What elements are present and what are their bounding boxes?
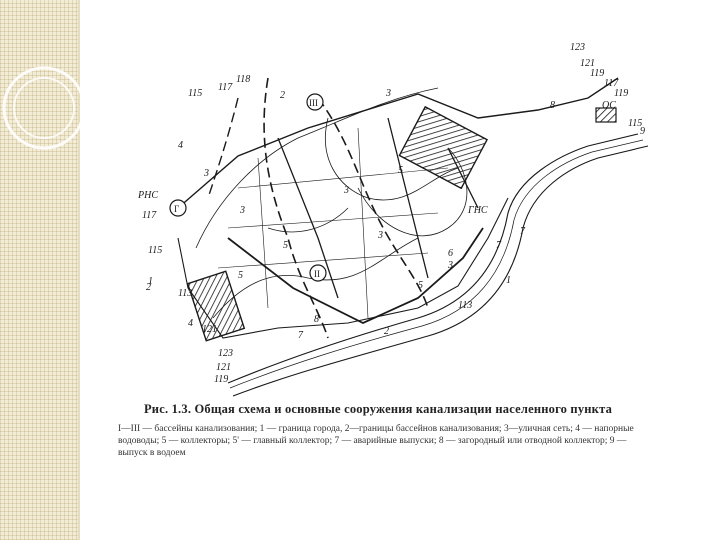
- gamma-label: Г: [174, 204, 180, 214]
- figure-legend: I—III — бассейны канализования; 1 — граница города, 2—границы бассейнов канализования; 3—уличная сеть; 4 — напорные водоводы; 5 — коллекторы; 5' — главный коллектор; 7 — аварийные выпуски; 8 — загородный или отводной коллектор; 9 — выпуск в водоем: [118, 424, 634, 458]
- decorative-rings: [0, 0, 120, 160]
- callout-number: 2: [384, 326, 389, 337]
- rns-label: РНС: [138, 190, 158, 201]
- callout-number: 8: [314, 314, 319, 325]
- figure-caption: Рис. 1.3. Общая схема и основные сооружения канализации населенного пункта: [143, 402, 613, 416]
- callout-number: 3: [448, 260, 453, 271]
- callout-number: 3: [344, 185, 349, 196]
- callout-number: 5: [238, 270, 243, 281]
- city-boundary: [178, 78, 618, 208]
- callout-number: 6: [448, 248, 453, 259]
- contour-label: 119: [590, 68, 605, 79]
- river-bank-lower: [233, 146, 648, 396]
- callout-number: 1: [506, 275, 511, 286]
- basin-boundary: [318, 98, 428, 308]
- contour-label: 121: [202, 324, 217, 335]
- callout-number: 4: [188, 318, 193, 329]
- contour-label: 121: [216, 362, 231, 373]
- callout-number: 7: [298, 330, 303, 341]
- gns-label: ГНС: [468, 205, 488, 216]
- ocs-label: ОС: [602, 100, 616, 111]
- contour-label: 117: [142, 210, 157, 221]
- contour-label: 115: [628, 118, 643, 129]
- basin-three-label: III: [309, 98, 318, 108]
- callout-number: 9: [640, 126, 645, 137]
- callout-number: 3: [204, 168, 209, 179]
- contour-label: 117: [604, 78, 619, 89]
- contour-label: 119: [614, 88, 629, 99]
- callout-number: 5: [283, 240, 288, 251]
- callout-number: 1: [148, 276, 153, 287]
- basin-three-hatched-area: [399, 107, 487, 188]
- contour-label: 113: [458, 300, 473, 311]
- main-collector: [228, 228, 483, 323]
- basin-two-label: II: [314, 269, 320, 279]
- contour-label: 117: [218, 82, 233, 93]
- contour-label: 118: [236, 74, 251, 85]
- contour-label: 123: [218, 348, 233, 359]
- callout-number: 7: [520, 226, 525, 237]
- river-bank-inner: [230, 140, 643, 388]
- figure-caption-block: [118, 402, 638, 459]
- callout-number: 3: [378, 230, 383, 241]
- contour-label: 115: [188, 88, 203, 99]
- callout-number: 5: [398, 165, 403, 176]
- callout-number: 7: [496, 240, 501, 251]
- callout-number: 8: [550, 100, 555, 111]
- callout-number: 5: [418, 280, 423, 291]
- callout-number: 2: [146, 282, 151, 293]
- contour-label: 115: [148, 245, 163, 256]
- collector: [278, 138, 338, 298]
- callout-number: 4: [178, 140, 183, 151]
- callout-number: 2: [280, 90, 285, 101]
- contour-label: 113: [178, 288, 193, 299]
- contour-label: 121: [580, 58, 595, 69]
- callout-number: 3: [240, 205, 245, 216]
- contour-label: 119: [214, 374, 229, 385]
- callout-number: 3: [386, 88, 391, 99]
- basin-boundary: [264, 78, 328, 338]
- contour-label: 123: [570, 42, 585, 53]
- sewerage-scheme-map: [118, 38, 658, 398]
- basin-boundary: [208, 98, 238, 198]
